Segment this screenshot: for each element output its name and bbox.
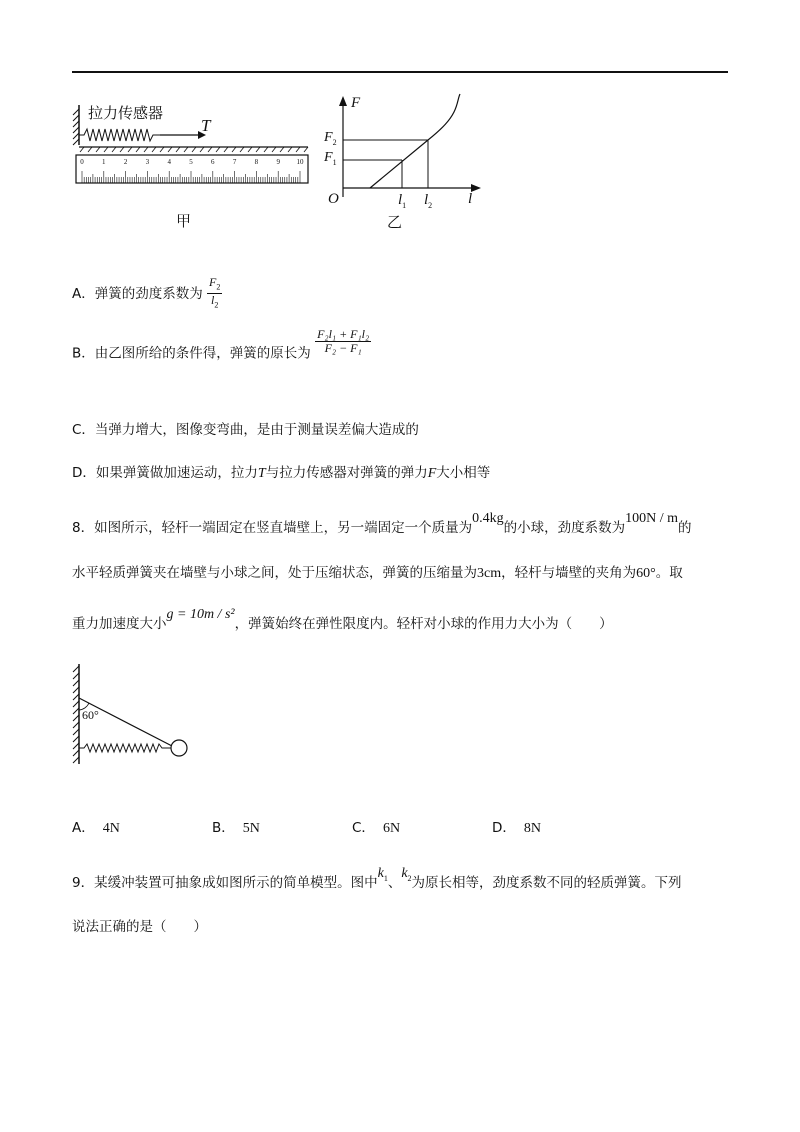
- ball: [171, 740, 187, 756]
- force-t-label: T: [201, 116, 211, 135]
- figure-q8: [70, 660, 200, 770]
- l1-label: $l_1$: [398, 192, 407, 210]
- option-b-fraction: $\frac{\text{F₂l₁ + F₁l₂}}{\text{F₂ − F₁}}$: [317, 327, 370, 355]
- q8-line3: 重力加速度大小g = 10m / s²，弹簧始终在弹性限度内。轻杆对小球的作用力大小为（ ）: [72, 607, 613, 632]
- option-d-post: 大小相等: [436, 465, 491, 481]
- q8-option-b[interactable]: B． 5N: [212, 820, 260, 836]
- ruler-label: 8: [254, 158, 259, 166]
- caption-yi: 乙: [387, 213, 403, 231]
- option-b[interactable]: [72, 327, 371, 367]
- q9-line2: 说法正确的是（ ）: [72, 919, 207, 935]
- x-axis-arrow: [471, 184, 481, 192]
- q8-line2: 水平轻质弹簧夹在墙壁与小球之间，处于压缩状态，弹簧的压缩量为3cm，轻杆与墙壁的夹角为60°。取: [72, 565, 683, 581]
- ruler-label: 5: [189, 158, 193, 166]
- ruler-label: 6: [211, 158, 215, 166]
- option-d-mid: 与拉力传感器对弹簧的弹力: [265, 465, 428, 481]
- option-d[interactable]: [72, 463, 490, 484]
- figure-jia: [70, 95, 320, 235]
- y-axis-arrow: [339, 96, 347, 106]
- option-a[interactable]: [72, 276, 222, 312]
- ruler-label: 2: [123, 158, 128, 166]
- origin-label: O: [328, 191, 339, 207]
- option-c[interactable]: C．当弹力增大，图像变弯曲，是由于测量误差偏大造成的: [72, 422, 419, 438]
- l2-label: $l_2$: [424, 192, 433, 210]
- option-d-pre: D．如果弹簧做加速运动，拉力: [72, 465, 258, 481]
- option-b-text: B．由乙图所给的条件得，弹簧的原长为: [72, 345, 311, 362]
- caption-jia: 甲: [176, 212, 192, 230]
- ruler-label: 7: [232, 158, 237, 166]
- option-d-f: F: [427, 466, 437, 481]
- q9-line1: 9．某缓冲装置可抽象成如图所示的简单模型。图中$k_1$、$k_2$为原长相等，劲度系数不同的轻质弹簧。下列: [72, 866, 682, 891]
- sensor-label: 拉力传感器: [88, 104, 164, 122]
- ruler-label: 9: [276, 158, 280, 166]
- ruler-label: 3: [145, 158, 150, 166]
- header-rule: [72, 71, 728, 73]
- figure-yi: [318, 92, 488, 237]
- option-a-fraction: $\frac{F_2}{l_2}$: [209, 275, 221, 310]
- option-d-t: T: [257, 466, 266, 481]
- force-length-graph: [318, 92, 488, 237]
- axis-l-label: l: [468, 191, 473, 207]
- f1-label: $F_1$: [324, 150, 337, 167]
- q8-option-c[interactable]: C． 6N: [352, 820, 401, 836]
- ruler-label: 1: [102, 158, 106, 166]
- q8-option-d[interactable]: D． 8N: [492, 820, 542, 836]
- q8-option-a[interactable]: A． 4N: [72, 820, 120, 836]
- ruler-label: 0: [80, 158, 84, 166]
- option-a-text: A．弹簧的劲度系数为: [72, 285, 203, 302]
- f2-label: $F_2$: [324, 130, 337, 147]
- ruler-label: 10: [296, 158, 304, 166]
- ruler-label: 4: [167, 158, 171, 166]
- q8-line1: 8．如图所示，轻杆一端固定在竖直墙壁上，另一端固定一个质量为0.4kg的小球，劲度系数为100N / m的: [72, 511, 692, 536]
- q8-fig-angle: 60°: [82, 708, 99, 722]
- axis-f-label: F: [351, 95, 361, 111]
